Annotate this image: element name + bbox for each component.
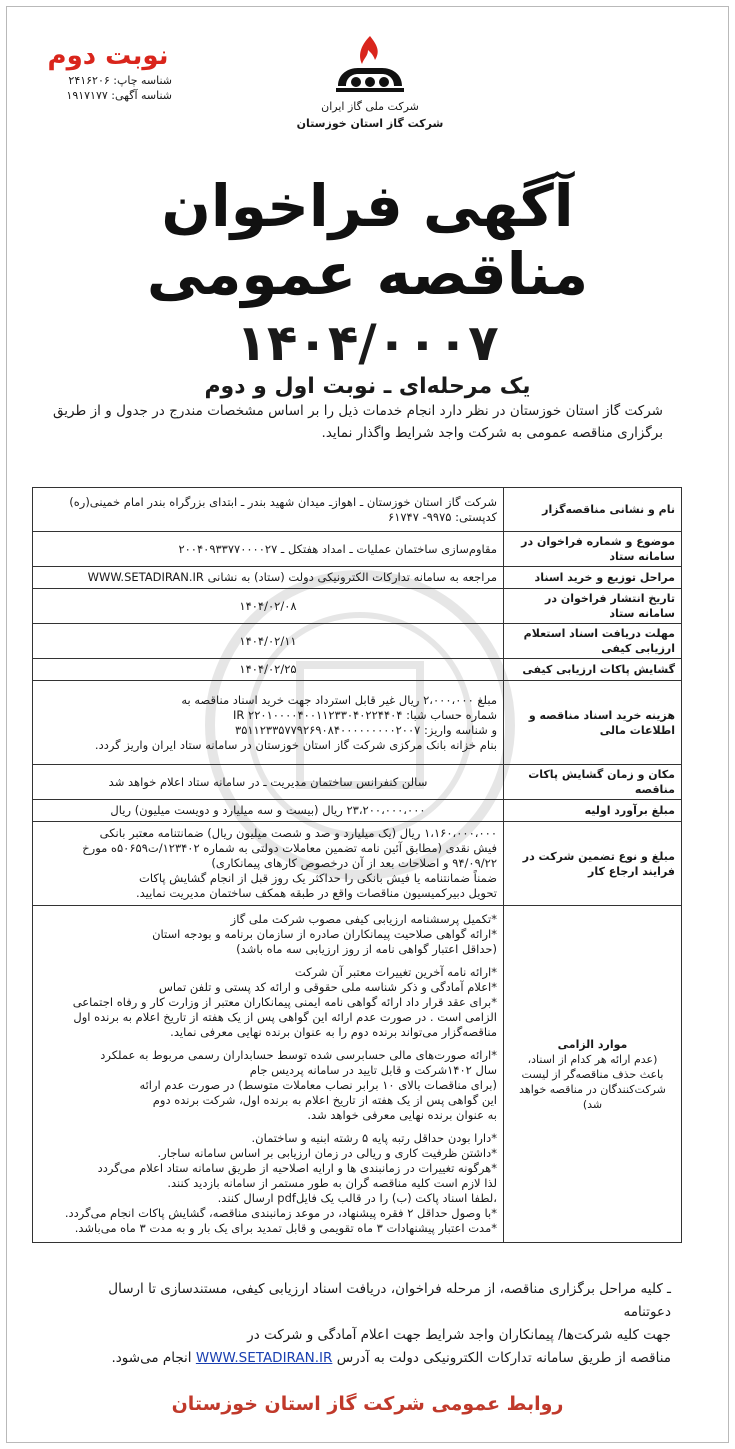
requirement-item: *هرگونه تغییرات در زمانبندی ها و ارایه اصلاحیه از طریق سامانه ستاد اعلام می‌گردد [97, 1161, 497, 1175]
value-line: کدپستی: ۹۹۷۵- ۶۱۷۴۷ [388, 509, 497, 524]
label-line: باعث حذف مناقصه‌گر از لیست [521, 1067, 664, 1081]
company-name: شرکت گاز استان خوزستان [296, 117, 444, 130]
requirement-item: *برای عقد قرار داد ارائه گواهی نامه ایمنی پیمانکاران معتبر از وزارت کار و رفاه اجتماعی [72, 995, 497, 1009]
round-label: نوبت دوم [47, 41, 169, 71]
row-value: ۲۳،۲۰۰،۰۰۰،۰۰۰ ریال (بیست و سه میلیارد و دویست میلیون) ریال [33, 800, 504, 822]
row-value [33, 822, 504, 906]
requirement-item: *داشتن ظرفیت کاری و ریالی در زمان ارزیابی بر اساس سامانه ساجار. [157, 1146, 497, 1160]
row-label: نام و نشانی مناقصه‌گزار [504, 488, 682, 532]
requirement-item: لذا لازم است کلیه مناقصه گران به طور مستمر از سامانه بازدید کنند. [167, 1176, 497, 1190]
round-block [38, 40, 178, 102]
intro-paragraph: شرکت گاز استان خوزستان در نظر دارد انجام خدمات ذیل را بر اساس مشخصات مندرج در جدول و از طریق برگزاری مناقصه عمومی به شرکت واجد شرایط واگذار نماید. [53, 403, 663, 441]
requirement-item: *ارائه نامه آخرین تغییرات معتبر آن شرکت [294, 965, 497, 979]
row-label: مهلت دریافت اسناد استعلام ارزیابی کیفی [504, 624, 682, 659]
requirement-item: *اعلام آمادگی و ذکر شناسه ملی حقوقی و ارائه کد پستی و تلفن تماس [158, 980, 497, 994]
requirement-item: به عنوان برنده نهایی معرفی خواهد شد. [307, 1108, 497, 1122]
row-label: تاریخ انتشار فراخوان در سامانه ستاد [504, 589, 682, 624]
row-value: ۱۴۰۴/۰۲/۰۸ [33, 589, 504, 624]
row-label: گشایش پاکات ارزیابی کیفی [504, 659, 682, 681]
table-row [33, 532, 682, 567]
public-relations-signoff: روابط عمومی شرکت گاز استان خوزستان [171, 1393, 564, 1415]
value-line: ضمناً ضمانتنامه یا فیش بانکی را حداکثر یک روز قبل از انجام گشایش پاکات [139, 871, 497, 885]
ad-id: شناسه آگهی: ۱۹۱۷۱۷۷ [66, 89, 172, 102]
table-row [33, 906, 682, 1243]
requirement-item: *تکمیل پرسشنامه ارزیابی کیفی مصوب شرکت ملی گاز [230, 912, 497, 926]
requirement-item: *ارائه گواهی صلاحیت پیمانکاران صادره از سازمان برنامه و بودجه استان [152, 927, 497, 941]
footer-line [61, 1347, 671, 1370]
row-label [504, 906, 682, 1243]
print-id: شناسه چاپ: ۲۴۱۶۲۰۶ [68, 74, 172, 87]
requirement-item: الزامی است . در صورت عدم ارائه این گواهی پس از یک هفته از تاریخ اعلام به برنده اول [73, 1010, 497, 1024]
value-line: و شناسه واریز: ۳۵۱۱۲۳۳۵۷۷۹۲۶۹۰۸۴۰۰۰۰۰۰۰۰۰۲۰۰۷ [235, 722, 497, 737]
label-line: (عدم ارائه هر کدام از اسناد، [527, 1052, 658, 1066]
value-line: بنام خزانه بانک مرکزی شرکت گاز استان خوزستان در سامانه ستاد ایران واریز گردد. [94, 737, 497, 752]
requirement-item: ،لطفا اسناد پاکت (ب) را در قالب یک فایلpdf ارسال کنند. [217, 1191, 497, 1205]
row-value: ۱۴۰۴/۰۲/۲۵ [33, 659, 504, 681]
value-line: ۹۴/۰۹/۲۲ و اصلاحات بعد از آن درخصوص کارهای پیمانکاری) [211, 856, 497, 870]
value-line: تحویل دبیرکمیسیون مناقصات واقع در طبقه همکف ساختمان مدیریت نمایید. [135, 886, 497, 900]
row-label: مبلغ برآورد اولیه [504, 800, 682, 822]
tender-stage: یک مرحله‌ای ـ نوبت اول و دوم [204, 374, 531, 399]
footer-line: جهت کلیه شرکت‌ها/ پیمانکاران واجد شرایط جهت اعلام آمادگی و شرکت در [247, 1327, 671, 1343]
table-row [33, 567, 682, 589]
footer-notes [61, 1278, 671, 1370]
gas-company-logo-icon [328, 34, 412, 94]
row-value: ۱۴۰۴/۰۲/۱۱ [33, 624, 504, 659]
table-row [33, 624, 682, 659]
row-value [33, 488, 504, 532]
table-row [33, 765, 682, 800]
headline-line-2: مناقصه عمومی [146, 240, 589, 308]
requirement-item: این گواهی پس از یک هفته از تاریخ اعلام به برنده اول، شرکت برنده دوم [152, 1093, 497, 1107]
requirement-item: *دارا بودن حداقل رتبه پایه ۵ رشته ابنیه و ساختمان. [251, 1131, 497, 1145]
table-row [33, 822, 682, 906]
label-line: موارد الزامی [557, 1037, 628, 1051]
tender-number: ۱۴۰۴/۰۰۰۷ [236, 314, 499, 372]
row-value: مراجعه به سامانه تدارکات الکترونیکی دولت (ستاد) به نشانی WWW.SETADIRAN.IR [33, 567, 504, 589]
row-value [33, 681, 504, 765]
requirement-item: سال ۱۴۰۲شرکت و قابل تایید در سامانه پردیس جام [249, 1063, 497, 1077]
row-label: هزینه خرید اسناد مناقصه و اطلاعات مالی [504, 681, 682, 765]
value-line: ۱،۱۶۰،۰۰۰،۰۰۰ ریال (یک میلیارد و صد و شصت میلیون ریال) ضمانتنامه معتبر بانکی [99, 826, 497, 840]
requirement-item: *مدت اعتبار پیشنهادات ۳ ماه تقویمی و قابل تمدید برای یک بار و به مدت ۳ ماه می‌باشد. [74, 1221, 497, 1235]
value-line: مبلغ ۲،۰۰۰،۰۰۰ ریال غیر قابل استرداد جهت خرید اسناد مناقصه به [181, 692, 497, 707]
table-row [33, 659, 682, 681]
row-value: سالن کنفرانس ساختمان مدیریت ـ در سامانه ستاد اعلام خواهد شد [33, 765, 504, 800]
requirement-item: *با وصول حداقل ۲ فقره پیشنهاد، در موعد زمانبندی مناقصه، گشایش پاکات انجام می‌گردد. [64, 1206, 497, 1220]
footer-text: مناقصه از طریق سامانه تدارکات الکترونیکی دولت به آدرس [336, 1350, 671, 1366]
value-line: فیش نقدی (مطابق آئین نامه تضمین معاملات دولتی به شماره ۱۲۳۴۰۲/ت۵۰۶۵۹ه مورخ [82, 841, 497, 855]
footer-text: انجام می‌شود. [111, 1350, 192, 1366]
row-label: مبلغ و نوع تضمین شرکت در فرایند ارجاع کار [504, 822, 682, 906]
row-label: مکان و زمان گشایش پاکات مناقصه [504, 765, 682, 800]
table-row [33, 488, 682, 532]
table-row [33, 589, 682, 624]
row-label: مراحل توزیع و خرید اسناد [504, 567, 682, 589]
value-line: شرکت گاز استان خوزستان ـ اهوازـ میدان شهید بندر ـ ابتدای بزرگراه بندر امام خمینی(ره) [69, 494, 497, 509]
headline-line-1: آگهی فراخوان [161, 172, 574, 240]
row-value: مقاوم‌سازی ساختمان عملیات ـ امداد هفتکل ـ ۲۰۰۴۰۹۳۳۷۷۰۰۰۰۲۷ [33, 532, 504, 567]
value-line: شماره حساب شبا: IR ۲۲۰۱۰۰۰۰۴۰۰۱۱۲۳۳۰۴۰۲۲۴۴۰۴ [233, 707, 497, 722]
table-row [33, 800, 682, 822]
table-row [33, 681, 682, 765]
label-line: شرکت‌کنندگان در مناقصه خواهد شد) [519, 1082, 666, 1111]
company-logo-block [290, 34, 450, 130]
company-name-parent: شرکت ملی گاز ایران [321, 100, 419, 113]
tender-details-table [32, 487, 682, 1243]
requirement-item: مناقصه‌گزار می‌تواند برنده دوم را به عنوان برنده نهایی معرفی نماید. [170, 1025, 497, 1039]
requirement-item: (حداقل اعتبار گواهی نامه از روز ارزیابی سه ماه باشد) [236, 942, 497, 956]
requirement-item: *ارائه صورت‌های مالی حسابرسی شده توسط حسابداران رسمی مربوط به عملکرد [100, 1048, 497, 1062]
footer-line: ـ کلیه مراحل برگزاری مناقصه، از مرحله فراخوان، دریافت اسناد ارزیابی کیفی، مستندسازی تا ارسال دعوتنامه [108, 1281, 671, 1320]
row-label: موضوع و شماره فراخوان در سامانه ستاد [504, 532, 682, 567]
requirements-list [33, 906, 504, 1243]
setadiran-link[interactable]: WWW.SETADIRAN.IR [195, 1350, 333, 1366]
requirement-item: (برای مناقصات بالای ۱۰ برابر نصاب معاملات متوسط) در صورت عدم ارائه [139, 1078, 497, 1092]
